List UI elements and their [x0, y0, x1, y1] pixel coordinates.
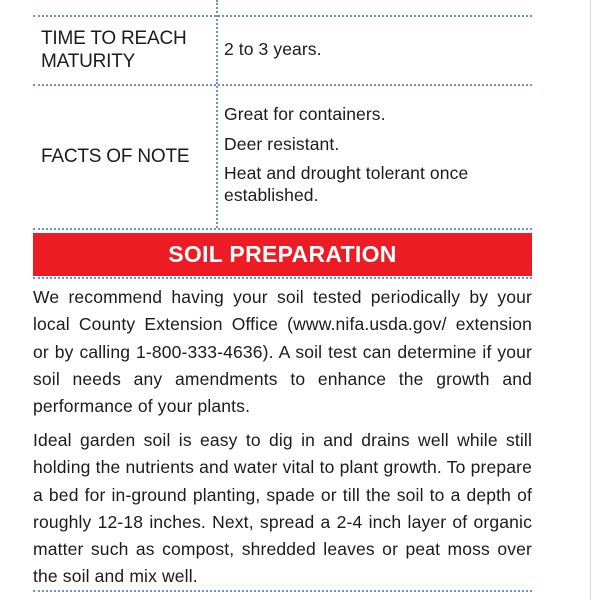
table-row-value: [224, 103, 468, 206]
table-row-label: [41, 145, 189, 168]
table-divider-middle: [33, 84, 532, 86]
value-line: established.: [224, 185, 319, 205]
banner-underline: [33, 277, 532, 279]
bottom-divider: [33, 590, 532, 592]
table-column-divider-row1: [216, 0, 218, 84]
body-paragraph: Ideal garden soil is easy to dig in and drains well while still holding the nutrients and water vital to plant growth. To prepare a bed for in-ground planting, spade or till the soil to a depth of roughly 12-18 inches. Next, spread a 2-4 inch layer of organic matter such as compost, shredded leaves or peat moss over the soil and mix well.: [33, 430, 532, 587]
value-line: Great for containers.: [224, 104, 386, 124]
page-edge-line: [590, 0, 591, 600]
table-divider-top: [33, 15, 532, 17]
table-row-label: [41, 27, 187, 73]
table-column-divider-row2: [216, 86, 218, 228]
label-line: MATURITY: [41, 51, 136, 72]
label-line: TIME TO REACH: [41, 28, 187, 49]
value-line: Deer resistant.: [224, 134, 340, 154]
table-divider-bottom: [33, 228, 532, 230]
table-row-value: [224, 38, 322, 60]
body-paragraph: We recommend having your soil tested periodically by your local County Extension Office (www.nifa.usda.gov/ extension or by calling 1-800-333-4636). A soil test can determine if your soil needs any amendments to enhance the growth and performance of your plants.: [33, 287, 532, 417]
section-title-banner: [33, 233, 532, 276]
label-line: FACTS OF NOTE: [41, 146, 190, 167]
section-title: SOIL PREPARATION: [168, 241, 397, 267]
value-line: Heat and drought tolerant once: [224, 163, 469, 183]
value-line: 2 to 3 years.: [224, 39, 322, 59]
